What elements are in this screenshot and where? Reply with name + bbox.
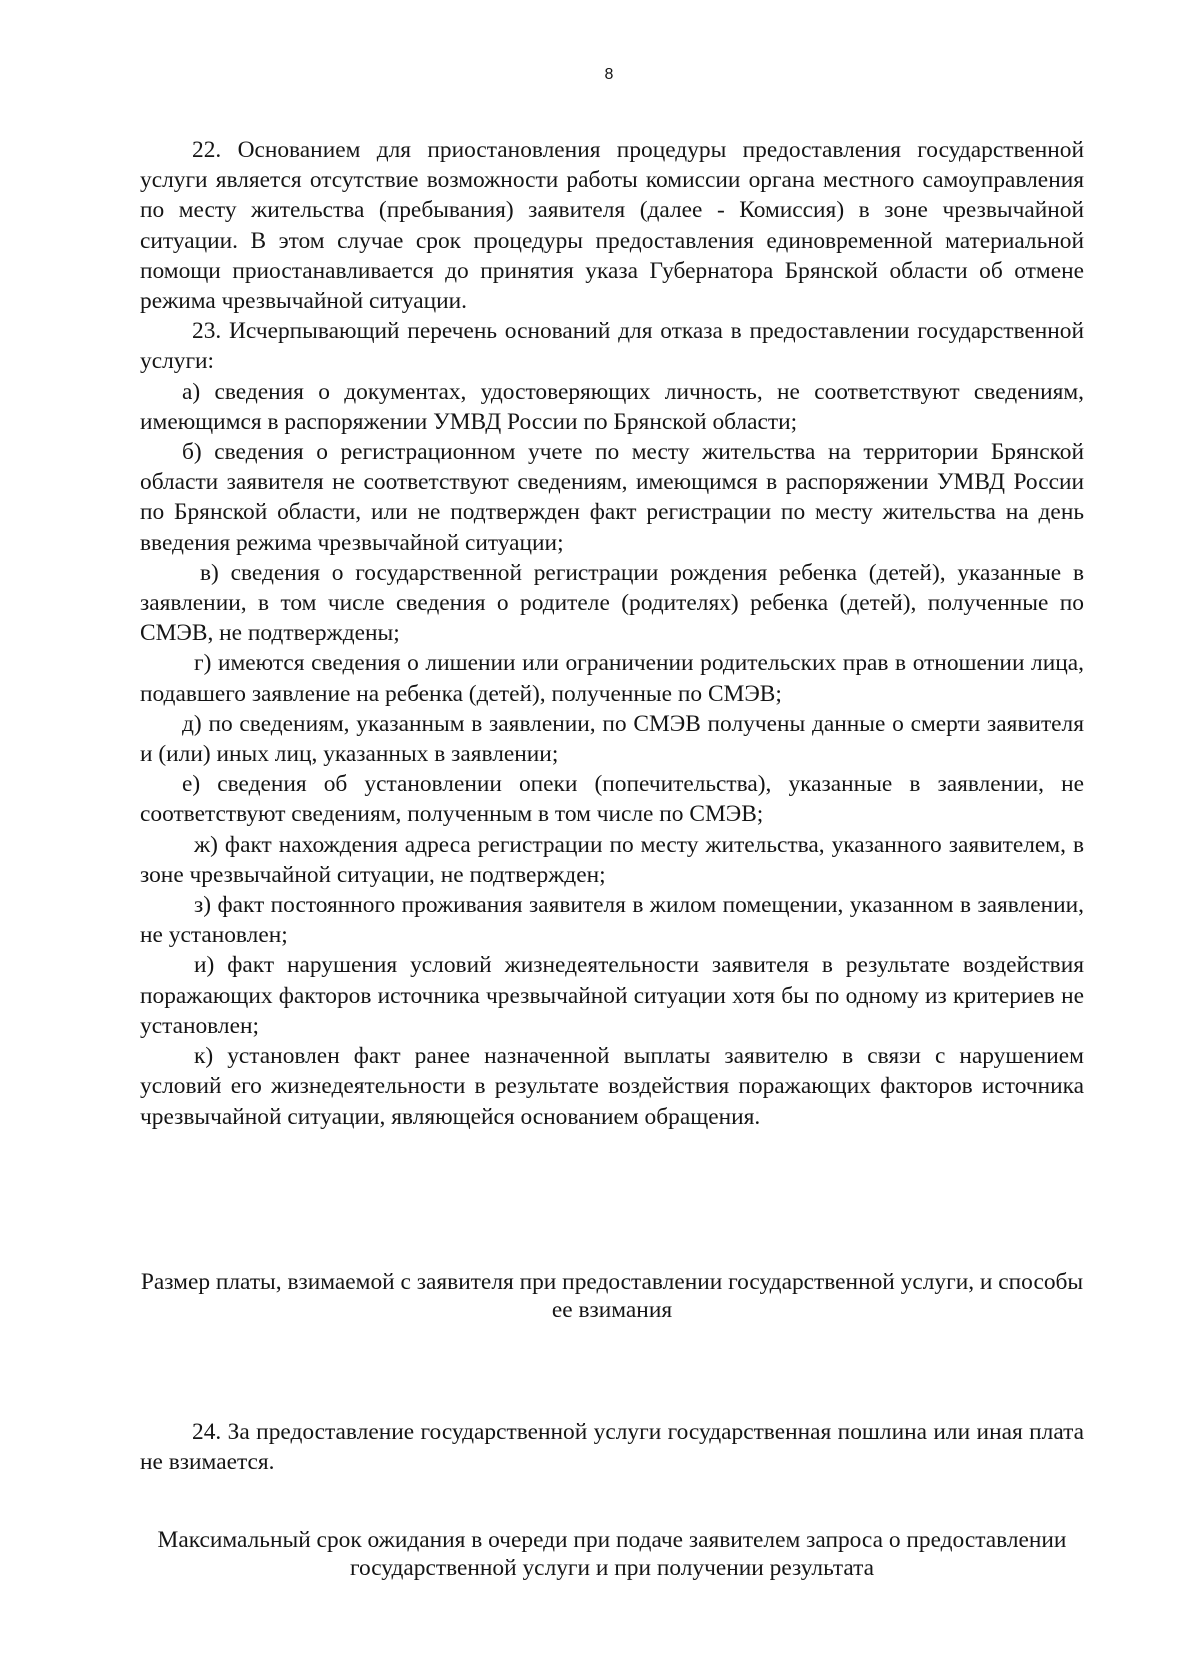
section-heading-fee: Размер платы, взимаемой с заявителя при предоставлении государственной услуги, и способы ее взимания [140,1269,1084,1323]
list-item-e: е) сведения об установлении опеки (попечительства), указанные в заявлении, не соответствуют сведениям, полученным в том числе по СМЭВ; [140,771,1084,828]
list-item-k: к) установлен факт ранее назначенной выплаты заявителю в связи с нарушением условий его жизнедеятельности в результате воздействия поражающих факторов источника чрезвычайной ситуации, являющейся основанием обращения. [140,1043,1084,1130]
main-text [140,135,1084,1132]
list-item-v: в) сведения о государственной регистрации рождения ребенка (детей), указанные в заявлении, в том числе сведения о родителе (родителях) ребенка (детей), полученные по СМЭВ, не подтверждены; [140,559,1084,647]
list-item-g: г) имеются сведения о лишении или ограничении родительских прав в отношении лица, подавшего заявление на ребенка (детей), полученные по СМЭВ; [140,650,1084,707]
list-item-zh: ж) факт нахождения адреса регистрации по месту жительства, указанного заявителем, в зоне чрезвычайной ситуации, не подтвержден; [140,831,1084,888]
paragraph-22: 22. Основанием для приостановления процедуры предоставления государственной услуги является отсутствие возможности работы комиссии органа местного самоуправления по месту жительства (пребывания) заявителя (далее - Комиссия) в зоне чрезвычайной ситуации. В этом случае срок процедуры предоставления единовременной материальной помощи приостанавливается до принятия указа Губернатора Брянской области об отмене режима чрезвычайной ситуации. [140,137,1084,315]
list-item-b: б) сведения о регистрационном учете по месту жительства на территории Брянской области заявителя не соответствуют сведениям, имеющимся в распоряжении УМВД России по Брянской области, или не подтвержден факт регистрации по месту жительства на день введения режима чрезвычайной ситуации; [140,439,1084,556]
paragraph-24: 24. За предоставление государственной услуги государственная пошлина или иная плата не взимается. [140,1419,1084,1476]
paragraph-23: 23. Исчерпывающий перечень оснований для отказа в предоставлении государственной услуги: [140,318,1084,375]
list-item-a: а) сведения о документах, удостоверяющих личность, не соответствуют сведениям, имеющимся в распоряжении УМВД России по Брянской области; [140,378,1084,435]
list-item-i: и) факт нарушения условий жизнедеятельности заявителя в результате воздействия поражающих факторов источника чрезвычайной ситуации хотя бы по одному из критериев не установлен; [140,952,1084,1039]
list-item-d: д) по сведениям, указанным в заявлении, по СМЭВ получены данные о смерти заявителя и (или) иных лиц, указанных в заявлении; [140,710,1084,768]
page-number: 8 [604,66,614,83]
list-item-z: з) факт постоянного проживания заявителя в жилом помещении, указанном в заявлении, не установлен; [140,892,1084,949]
fee-text [140,1417,1084,1477]
section-heading-wait: Максимальный срок ожидания в очереди при подаче заявителем запроса о предоставлении государственной услуги и при получении результата [157,1527,1067,1581]
